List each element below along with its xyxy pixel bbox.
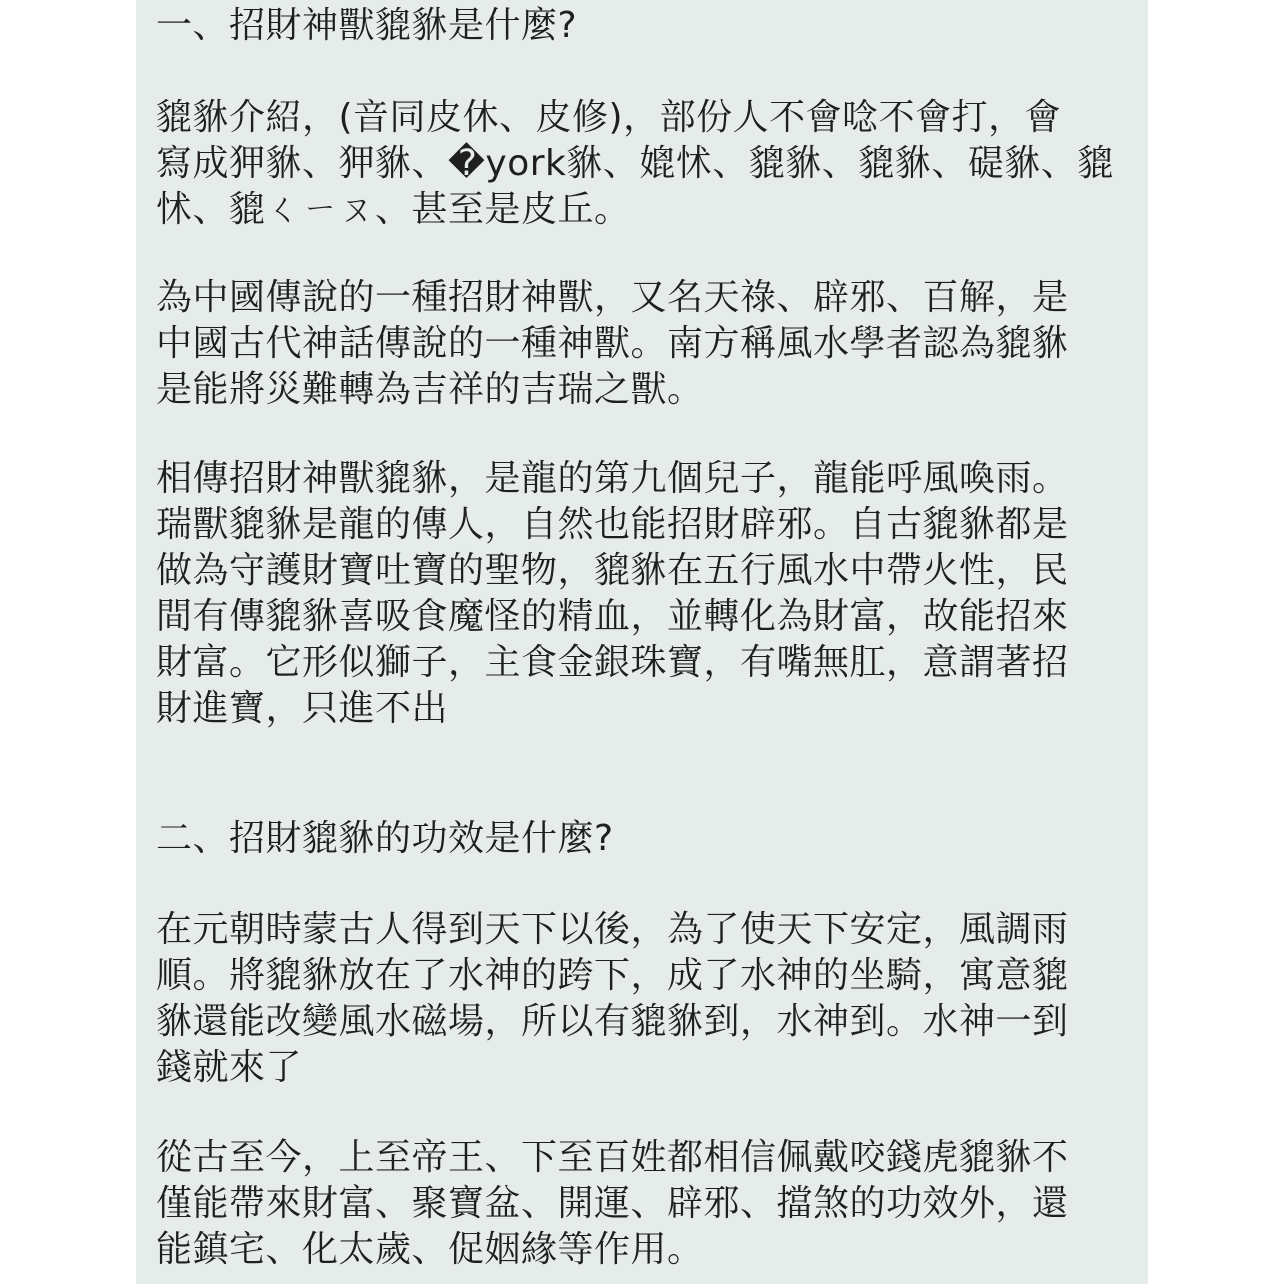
section2-paragraph-2 — [156, 1135, 1069, 1273]
text-line: 瑞獸貔貅是龍的傳人，自然也能招財辟邪。自古貔貅都是 — [156, 504, 1069, 545]
text-line: 怵、貔ㄑㄧㄡ、甚至是皮丘。 — [156, 189, 631, 230]
text-line: 貔貅介紹，(音同皮休、皮修)，部份人不會唸不會打，會 — [156, 97, 1062, 138]
section1-paragraph-3 — [156, 456, 1069, 732]
text-line: 從古至今，上至帝王、下至百姓都相信佩戴咬錢虎貔貅不 — [156, 1137, 1069, 1178]
section2-heading: 二、招財貔貅的功效是什麼? — [156, 818, 614, 859]
text-line: 做為守護財寶吐寶的聖物，貔貅在五行風水中帶火性，民 — [156, 550, 1069, 591]
text-line: 貅還能改變風水磁場，所以有貔貅到，水神到。水神一到 — [156, 1001, 1069, 1042]
section1-paragraph-1 — [156, 95, 1114, 233]
text-line: 寫成狎貅、狎貅、�york貅、媲怵、貔貅、貔貅、碮貅、貔 — [156, 143, 1114, 184]
section1-heading: 一、招財神獸貔貅是什麼? — [156, 5, 578, 46]
text-line: 財進寶，只進不出 — [156, 688, 449, 729]
text-line: 相傳招財神獸貔貅，是龍的第九個兒子，龍能呼風喚雨。 — [156, 458, 1069, 499]
text-line: 間有傳貔貅喜吸食魔怪的精血，並轉化為財富，故能招來 — [156, 596, 1069, 637]
section2-paragraph-1 — [156, 907, 1069, 1091]
text-line: 能鎮宅、化太歲、促姻緣等作用。 — [156, 1229, 704, 1270]
text-line: 財富。它形似獅子，主食金銀珠寶，有嘴無肛，意謂著招 — [156, 642, 1069, 683]
article-panel — [136, 0, 1148, 1284]
text-line: 中國古代神話傳說的一種神獸。南方稱風水學者認為貔貅 — [156, 323, 1069, 364]
text-line: 順。將貔貅放在了水神的跨下，成了水神的坐騎，寓意貔 — [156, 955, 1069, 996]
text-line: 僅能帶來財富、聚寶盆、開運、辟邪、擋煞的功效外，還 — [156, 1183, 1069, 1224]
section1-paragraph-2 — [156, 275, 1069, 413]
text-line: 為中國傳說的一種招財神獸，又名天祿、辟邪、百解，是 — [156, 277, 1069, 318]
text-line: 在元朝時蒙古人得到天下以後，為了使天下安定，風調雨 — [156, 909, 1069, 950]
text-line: 是能將災難轉為吉祥的吉瑞之獸。 — [156, 369, 704, 410]
text-line: 錢就來了 — [156, 1047, 303, 1088]
